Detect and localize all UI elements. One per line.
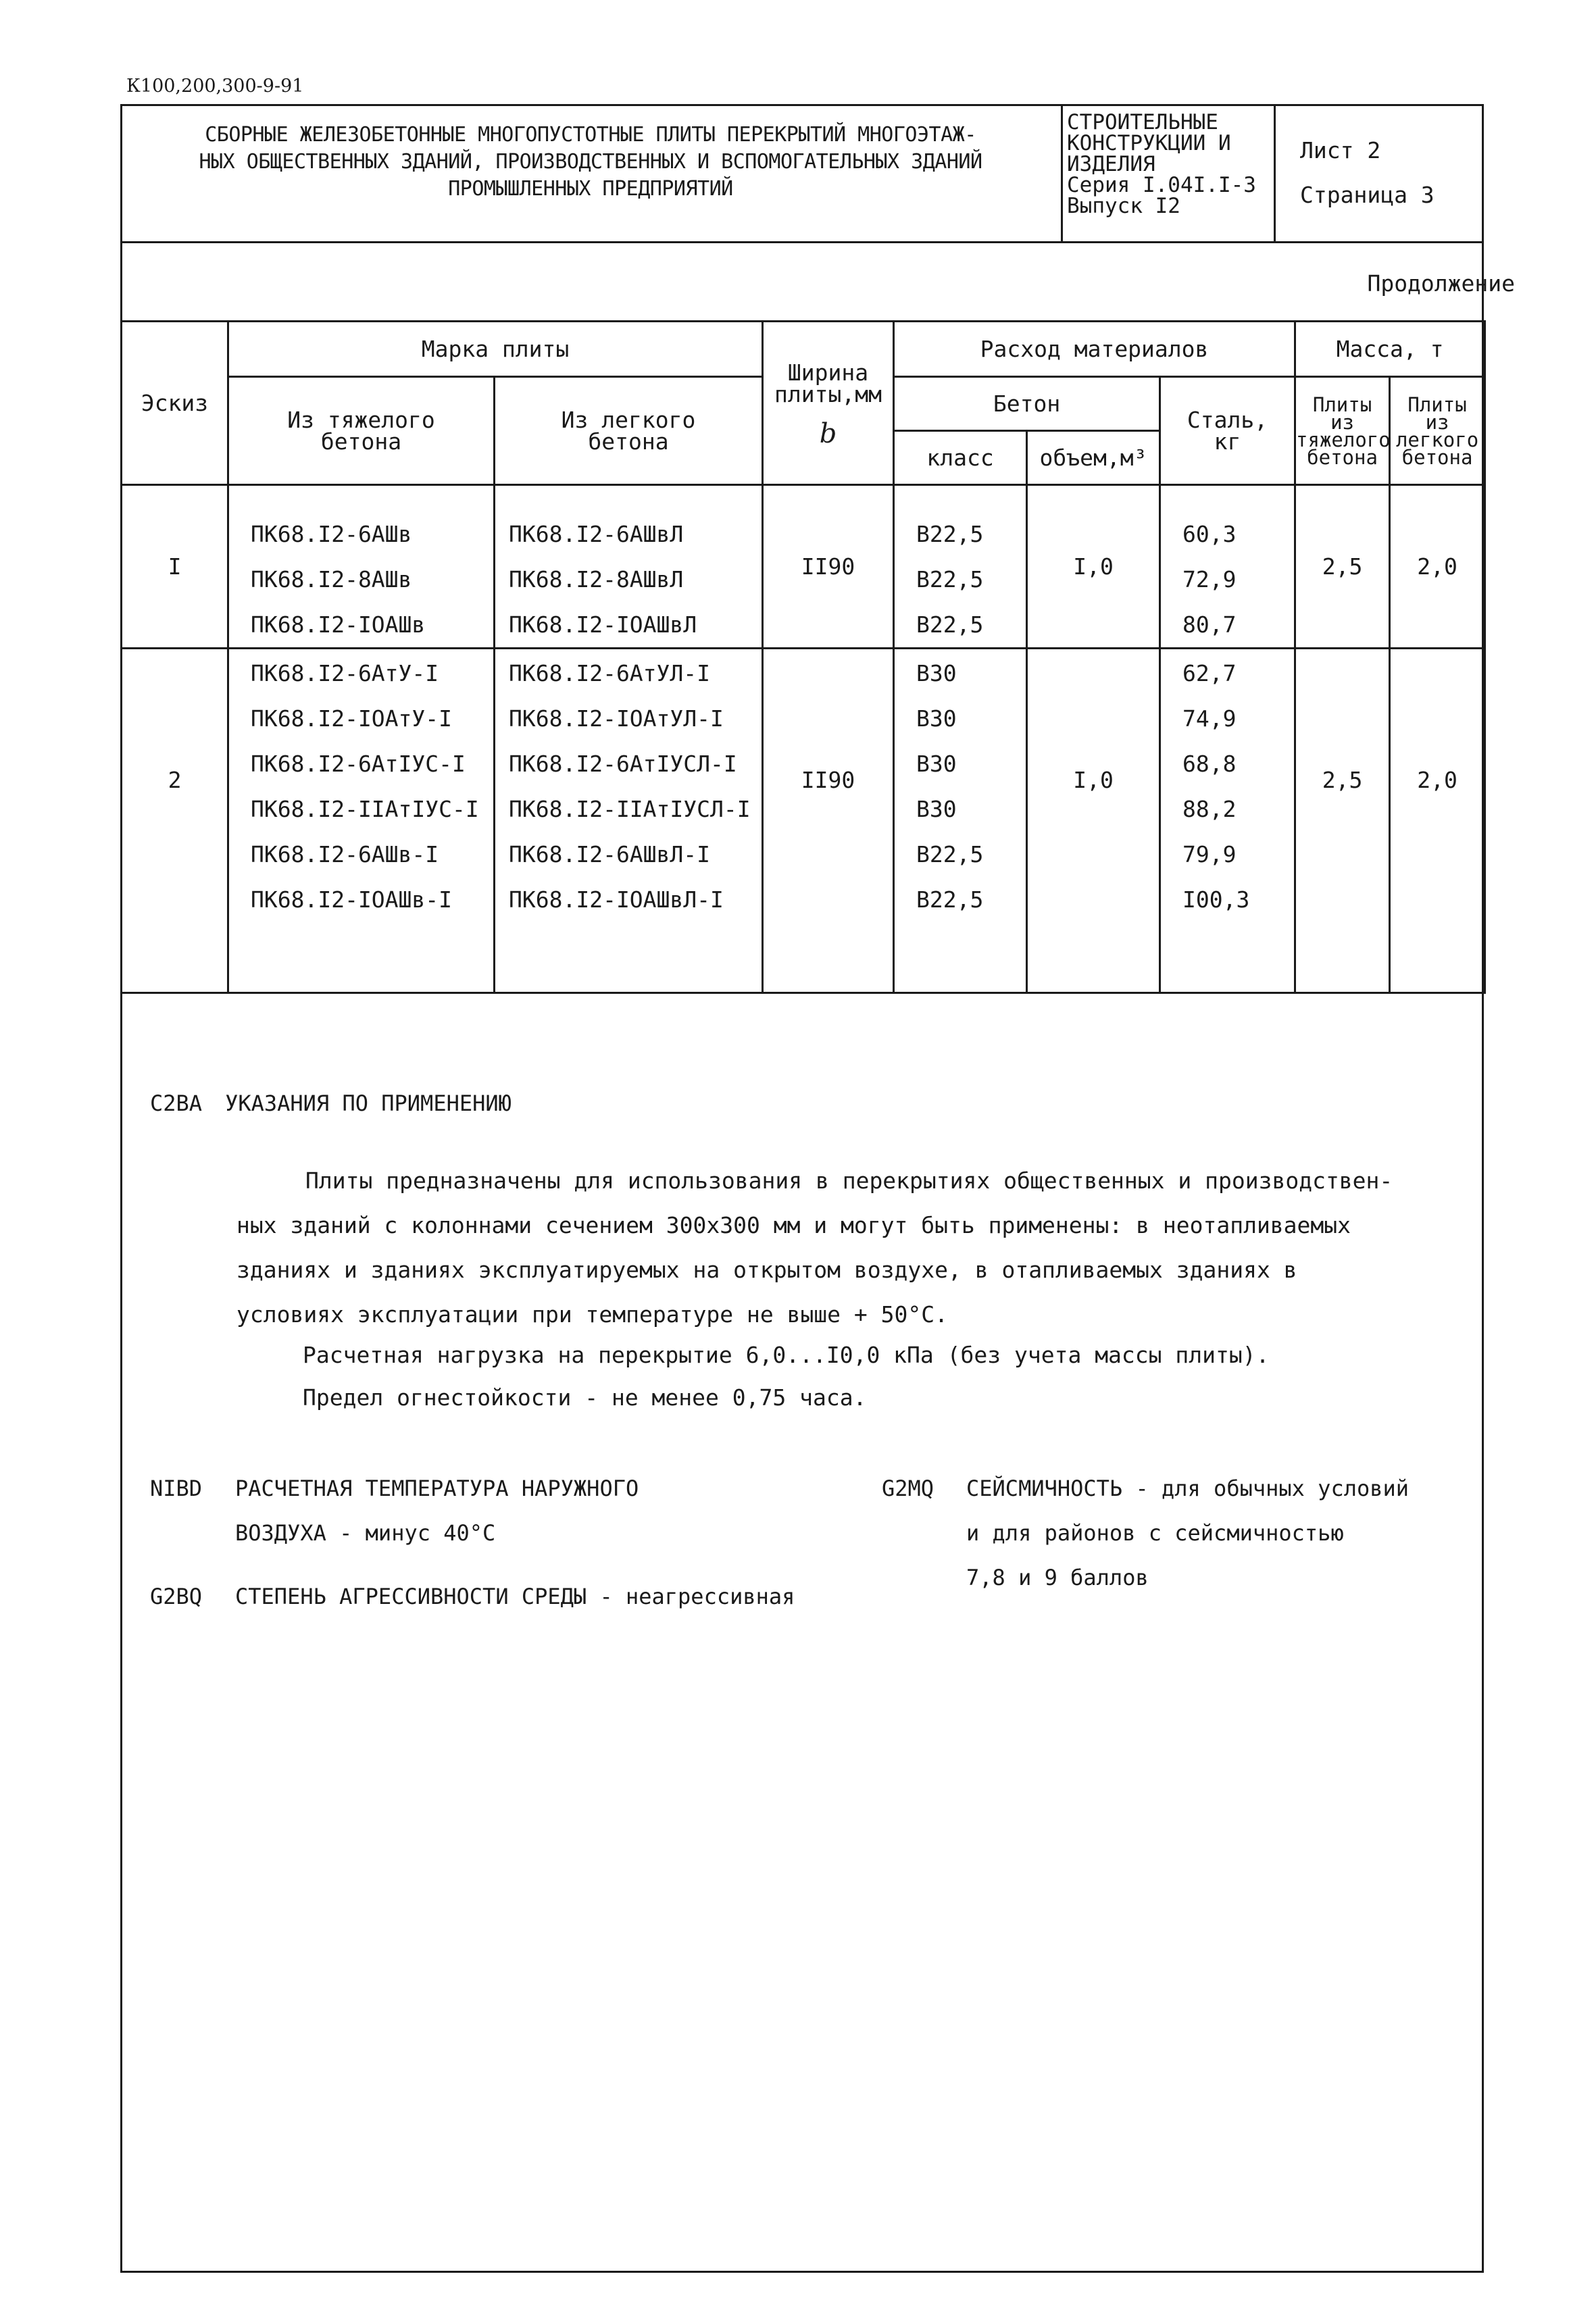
sheet-number: Лист 2 <box>1300 137 1381 164</box>
plate-mark: ПК68.I2-IOАШвЛ <box>509 611 697 638</box>
aggr-line: СТЕПЕНЬ АГРЕССИВНОСТИ СРЕДЫ - неагрессивная <box>235 1584 795 1609</box>
mass-light-cell: 2,0 <box>1390 485 1485 649</box>
volume-cell: I,0 <box>1027 485 1160 649</box>
header-volume: объем,м³ <box>1027 431 1160 485</box>
class-value: В22,5 <box>916 611 984 638</box>
plate-mark: ПК68.I2-IOАШвЛ-I <box>509 886 724 913</box>
paragraph-line: зданиях и зданиях эксплуатируемых на открытом воздухе, в отапливаемых зданиях в <box>236 1257 1297 1283</box>
class-cell <box>894 485 1027 649</box>
steel-cell <box>1160 485 1295 649</box>
paragraph-line: условиях эксплуатации при температуре не выше + 50°С. <box>236 1301 948 1328</box>
header-width <box>763 322 894 485</box>
series-line: Выпуск I2 <box>1067 194 1180 218</box>
class-value: В22,5 <box>916 886 984 913</box>
heavy-cell <box>228 649 495 993</box>
plate-mark: ПК68.I2-6АШвЛ-I <box>509 841 711 867</box>
plate-mark: ПК68.I2-IIАтIУС-I <box>251 796 479 822</box>
temp-line: ВОЗДУХА - минус 40°С <box>235 1520 496 1546</box>
plate-mark: ПК68.I2-IOАтУ-I <box>251 705 453 732</box>
title-line: ПРОМЫШЛЕННЫХ ПРЕДПРИЯТИЙ <box>448 177 733 201</box>
heavy-cell <box>228 485 495 649</box>
steel-value: 68,8 <box>1182 751 1237 777</box>
series-line: Серия I.04I.I-3 <box>1067 173 1256 197</box>
steel-value: 80,7 <box>1182 611 1237 638</box>
plate-mark: ПК68.I2-6АтIУСЛ-I <box>509 751 737 777</box>
instructions-heading <box>150 1090 534 1116</box>
class-value: В22,5 <box>916 566 984 593</box>
series-line: КОНСТРУКЦИИ И <box>1067 131 1231 155</box>
plate-mark: ПК68.I2-IOАШв <box>251 611 426 638</box>
plate-mark: ПК68.I2-8АШв <box>251 566 412 593</box>
paragraph-line: ных зданий с колоннами сечением 300х300 мм и могут быть применены: в неотапливаемых <box>236 1212 1351 1238</box>
class-value: В30 <box>916 751 957 777</box>
steel-value: I00,3 <box>1182 886 1250 913</box>
sketch-cell: 2 <box>122 649 228 993</box>
header-width-label: Ширина плиты,мм <box>774 359 882 407</box>
header-steel: Сталь, кг <box>1160 377 1295 485</box>
mass-light-cell: 2,0 <box>1390 649 1485 993</box>
page-number: Страница 3 <box>1300 182 1435 208</box>
plate-mark: ПК68.I2-IOАтУЛ-I <box>509 705 724 732</box>
aggr-code: G2BQ <box>150 1584 203 1609</box>
continuation-label: Продолжение <box>1367 270 1515 297</box>
instructions-title: УКАЗАНИЯ ПО ПРИМЕНЕНИЮ <box>225 1090 512 1116</box>
plate-mark: ПК68.I2-IOАШв-I <box>251 886 453 913</box>
mass-heavy-cell: 2,5 <box>1295 649 1390 993</box>
plate-mark: ПК68.I2-8АШвЛ <box>509 566 684 593</box>
seis-code: G2MQ <box>882 1476 934 1501</box>
steel-value: 62,7 <box>1182 660 1237 686</box>
document-code: К100,200,300-9-91 <box>126 76 304 97</box>
temp-line: РАСЧЕТНАЯ ТЕМПЕРАТУРА НАРУЖНОГО <box>235 1476 639 1501</box>
series-line: СТРОИТЕЛЬНЫЕ <box>1067 110 1218 134</box>
class-value: В30 <box>916 796 957 822</box>
steel-value: 60,3 <box>1182 521 1237 547</box>
series-info <box>1063 104 1276 241</box>
steel-value: 88,2 <box>1182 796 1237 822</box>
paragraph-line: Плиты предназначены для использования в перекрытиях общественных и производствен- <box>305 1167 1393 1194</box>
fire-line: Предел огнестойкости - не менее 0,75 часа. <box>303 1384 867 1411</box>
class-value: В30 <box>916 705 957 732</box>
table-row <box>122 485 1485 649</box>
volume-cell: I,0 <box>1027 649 1160 993</box>
width-cell: II90 <box>763 649 894 993</box>
plate-mark: ПК68.I2-IIАтIУСЛ-I <box>509 796 751 822</box>
sheet-info <box>1276 104 1482 241</box>
class-value: В22,5 <box>916 841 984 867</box>
sketch-cell: I <box>122 485 228 649</box>
steel-cell <box>1160 649 1295 993</box>
table-row <box>122 649 1485 993</box>
header-mass: Масса, т <box>1295 322 1485 377</box>
class-cell <box>894 649 1027 993</box>
seis-line: 7,8 и 9 баллов <box>966 1565 1149 1590</box>
load-line: Расчетная нагрузка на перекрытие 6,0...I0,0 кПа (без учета массы плиты). <box>303 1342 1270 1368</box>
steel-value: 72,9 <box>1182 566 1237 593</box>
title-block <box>120 104 1484 243</box>
header-light: Из легкого бетона <box>495 377 763 485</box>
light-cell <box>495 649 763 993</box>
header-sketch: Эскиз <box>122 322 228 485</box>
title-line: НЫХ ОБЩЕСТВЕННЫХ ЗДАНИЙ, ПРОИЗВОДСТВЕННЫХ И ВСПОМОГАТЕЛЬНЫХ ЗДАНИЙ <box>199 150 982 174</box>
header-concrete: Бетон <box>894 377 1160 431</box>
header-mass-light: Плиты из легкого бетона <box>1390 377 1485 485</box>
header-class: класс <box>894 431 1027 485</box>
header-mass-heavy: Плиты из тяжелого бетона <box>1295 377 1390 485</box>
plate-mark: ПК68.I2-6АтУ-I <box>251 660 439 686</box>
seis-line: СЕЙСМИЧНОСТЬ - для обычных условий <box>966 1476 1410 1501</box>
temp-code: NIBD <box>150 1476 203 1501</box>
header-width-symbol: b <box>819 418 837 449</box>
width-cell: II90 <box>763 485 894 649</box>
plate-mark: ПК68.I2-6АШв-I <box>251 841 439 867</box>
document-title <box>120 104 1063 241</box>
class-value: В22,5 <box>916 521 984 547</box>
mass-heavy-cell: 2,5 <box>1295 485 1390 649</box>
seis-line: и для районов с сейсмичностью <box>966 1520 1344 1546</box>
plates-table <box>120 320 1486 994</box>
header-brand: Марка плиты <box>228 322 763 377</box>
plate-mark: ПК68.I2-6АтУЛ-I <box>509 660 711 686</box>
series-line: ИЗДЕЛИЯ <box>1067 152 1155 176</box>
header-heavy: Из тяжелого бетона <box>228 377 495 485</box>
plate-mark: ПК68.I2-6АШв <box>251 521 412 547</box>
plate-mark: ПК68.I2-6АШвЛ <box>509 521 684 547</box>
title-line: СБОРНЫЕ ЖЕЛЕЗОБЕТОННЫЕ МНОГОПУСТОТНЫЕ ПЛИТЫ ПЕРЕКРЫТИЙ МНОГОЭТАЖ- <box>205 123 976 147</box>
class-value: В30 <box>916 660 957 686</box>
light-cell <box>495 485 763 649</box>
instructions-code: C2BA <box>150 1090 203 1116</box>
plate-mark: ПК68.I2-6АтIУС-I <box>251 751 466 777</box>
steel-value: 74,9 <box>1182 705 1237 732</box>
steel-value: 79,9 <box>1182 841 1237 867</box>
header-materials: Расход материалов <box>894 322 1295 377</box>
